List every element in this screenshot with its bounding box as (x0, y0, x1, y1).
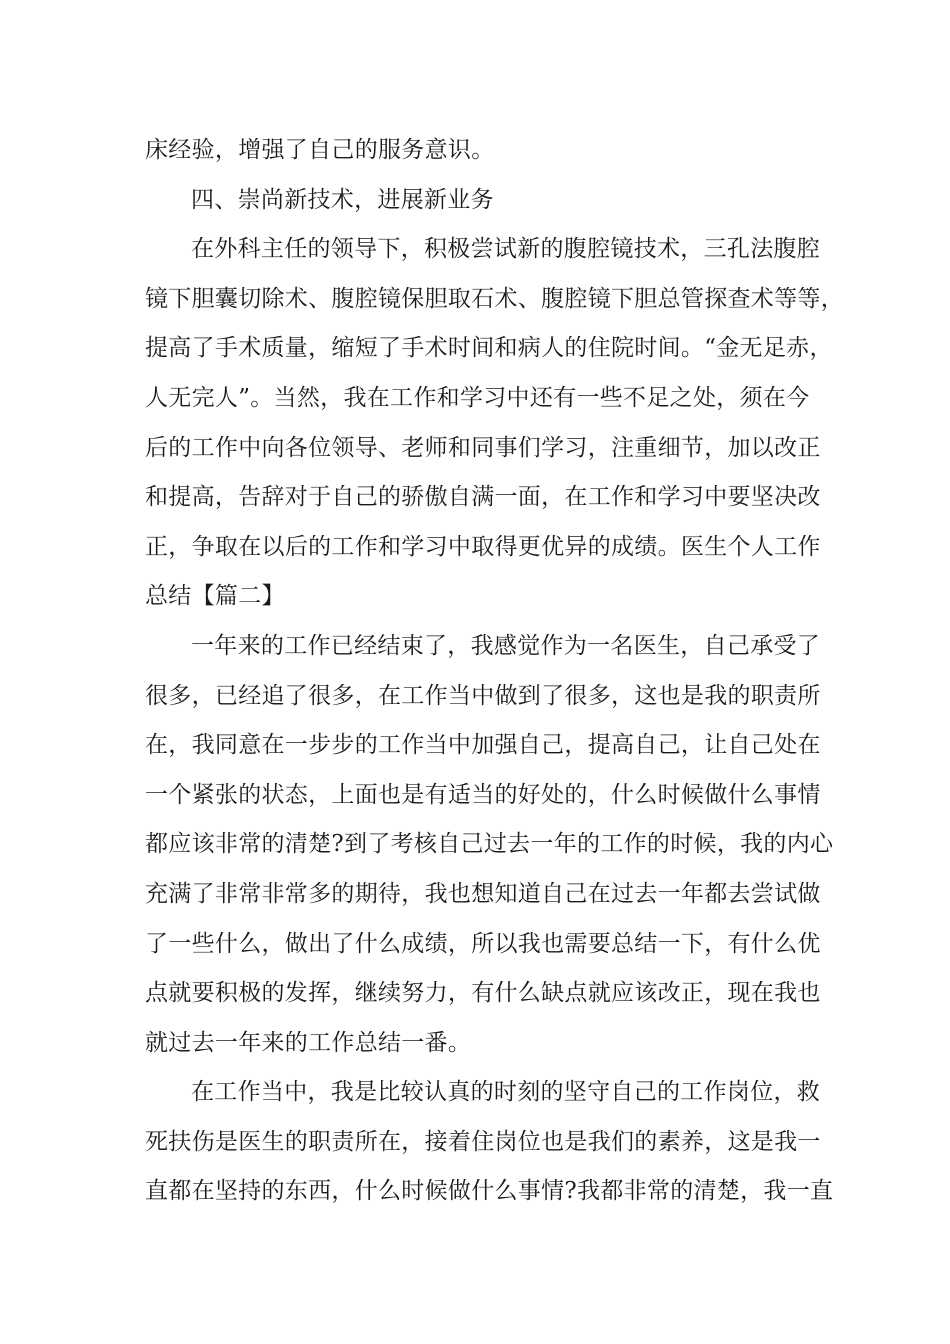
text-line-22: 直都在坚持的东西，什么时候做什么事情?我都非常的清楚，我一直 (145, 1178, 834, 1205)
text-line-21: 死扶伤是医生的职责所在，接着住岗位也是我们的素养，这是我一 (145, 1128, 821, 1155)
text-line-5: 提高了手术质量，缩短了手术时间和病人的住院时间。“金无足赤， (145, 335, 833, 362)
text-line-3: 在外科主任的领导下，积极尝试新的腹腔镜技术，三孔法腹腔 (191, 236, 821, 263)
text-line-17: 了一些什么，做出了什么成绩，所以我也需要总结一下，有什么优 (145, 930, 821, 957)
text-line-12: 很多，已经追了很多，在工作当中做到了很多，这也是我的职责所 (145, 682, 821, 709)
text-line-7: 后的工作中向各位领导、老师和同事们学习，注重细节，加以改正 (145, 434, 821, 461)
text-line-14: 一个紧张的状态，上面也是有适当的好处的，什么时候做什么事情 (145, 781, 821, 808)
text-line-10: 总结【篇二】 (145, 583, 285, 610)
text-line-20: 在工作当中，我是比较认真的时刻的坚守自己的工作岗位，救 (191, 1079, 821, 1106)
text-line-13: 在，我同意在一步步的工作当中加强自己，提高自己，让自己处在 (145, 732, 821, 759)
text-line-1: 床经验，增强了自己的服务意识。 (145, 137, 495, 163)
text-line-19: 就过去一年来的工作总结一番。 (145, 1029, 472, 1056)
text-line-15: 都应该非常的清楚?到了考核自己过去一年的工作的时候，我的内心 (145, 831, 834, 858)
text-line-4: 镜下胆囊切除术、腹腔镜保胆取石术、腹腔镜下胆总管探查术等等， (145, 285, 844, 312)
text-line-9: 正，争取在以后的工作和学习中取得更优异的成绩。医生个人工作 (145, 533, 821, 560)
text-line-16: 充满了非常非常多的期待，我也想知道自己在过去一年都去尝试做 (145, 880, 821, 907)
section-heading-four: 四、崇尚新技术，进展新业务 (191, 186, 494, 213)
text-line-8: 和提高，告辞对于自己的骄傲自满一面，在工作和学习中要坚决改 (145, 484, 821, 511)
text-line-18: 点就要积极的发挥，继续努力，有什么缺点就应该改正，现在我也 (145, 980, 821, 1007)
text-line-6: 人无完人”。当然，我在工作和学习中还有一些不足之处，须在今 (145, 384, 810, 411)
text-line-11: 一年来的工作已经结束了，我感觉作为一名医生，自己承受了 (191, 632, 821, 659)
document-body (145, 126, 844, 1217)
